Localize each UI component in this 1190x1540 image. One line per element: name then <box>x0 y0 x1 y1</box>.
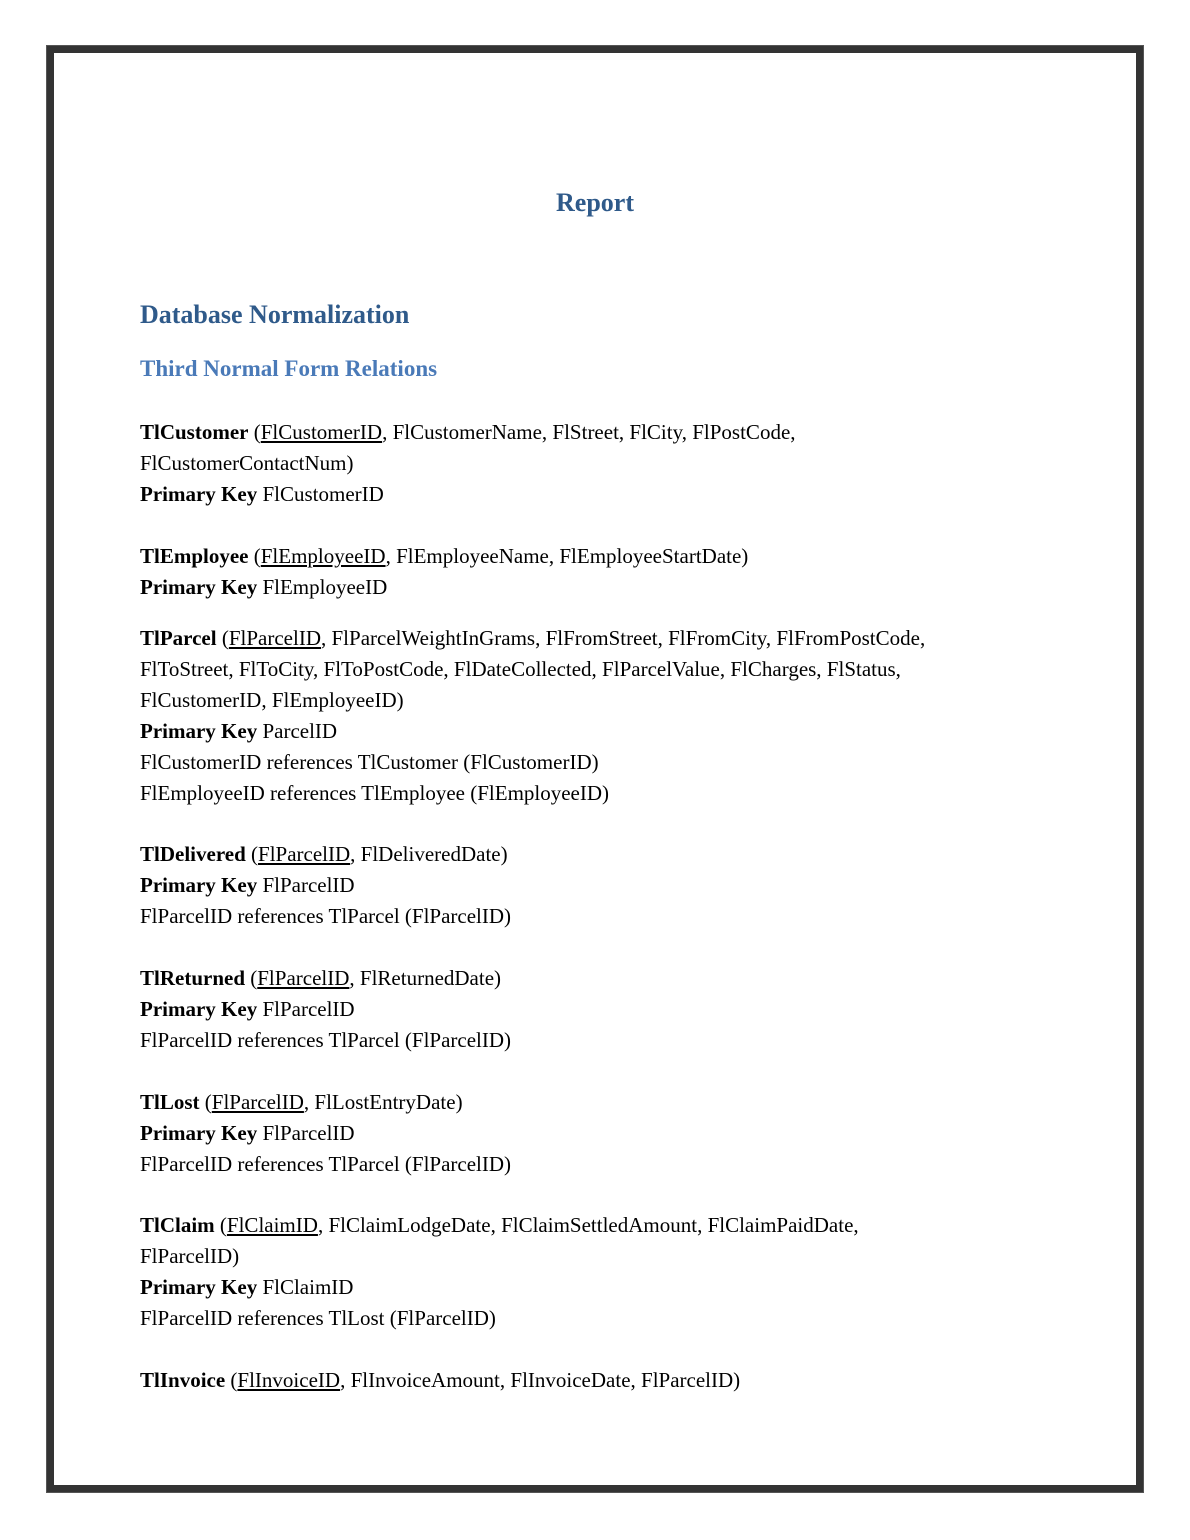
relation-name: TlEmployee <box>140 544 249 568</box>
foreign-key-reference: FlParcelID references TlLost (FlParcelID) <box>140 1306 496 1330</box>
report-title: Report <box>556 188 634 217</box>
attribute-list: , FlInvoiceAmount, FlInvoiceDate, FlParcelID) <box>340 1368 741 1392</box>
attribute-list: , FlParcelWeightInGrams, FlFromStreet, FlFromCity, FlFromPostCode, <box>321 626 926 650</box>
relation-tldelivered <box>140 839 1040 932</box>
primary-key-attribute: FlInvoiceID <box>237 1368 341 1392</box>
primary-key-attribute: FlParcelID <box>228 626 321 650</box>
relation-tlclaim <box>140 1210 1040 1334</box>
foreign-key-reference: FlEmployeeID references TlEmployee (FlEmployeeID) <box>140 781 610 805</box>
heading-database-normalization: Database Normalization <box>140 300 410 329</box>
foreign-key-reference: FlParcelID references TlParcel (FlParcelID) <box>140 1028 512 1052</box>
relation-schema-line: TlCustomer (FlCustomerID, FlCustomerName, FlStreet, FlCity, FlPostCode, <box>140 420 796 444</box>
relation-tlreturned <box>140 963 1040 1056</box>
primary-key-label: Primary Key <box>140 575 258 599</box>
primary-key-attribute: FlParcelID <box>211 1090 304 1114</box>
primary-key-attribute: FlEmployeeID <box>260 544 386 568</box>
attribute-list-continued: FlCustomerID, FlEmployeeID) <box>140 688 404 712</box>
primary-key-value: FlClaimID <box>262 1275 354 1299</box>
relation-name: TlLost <box>140 1090 200 1114</box>
relation-name: TlCustomer <box>140 420 249 444</box>
attribute-list-continued: FlParcelID) <box>140 1244 240 1268</box>
attribute-list: , FlClaimLodgeDate, FlClaimSettledAmount, FlClaimPaidDate, <box>317 1213 859 1237</box>
attribute-list: , FlLostEntryDate) <box>303 1090 463 1114</box>
relation-tlparcel <box>140 623 1040 809</box>
primary-key-value: ParcelID <box>262 719 338 743</box>
primary-key-value: FlEmployeeID <box>262 575 388 599</box>
primary-key-label: Primary Key <box>140 1121 258 1145</box>
relation-tllost <box>140 1087 1040 1180</box>
relation-schema-line: TlClaim (FlClaimID, FlClaimLodgeDate, FlClaimSettledAmount, FlClaimPaidDate, <box>140 1213 859 1237</box>
primary-key-label: Primary Key <box>140 719 258 743</box>
primary-key-attribute: FlParcelID <box>257 966 350 990</box>
relations-list <box>140 417 1040 1396</box>
attribute-list: , FlDeliveredDate) <box>350 842 508 866</box>
relation-schema-line: TlReturned (FlParcelID, FlReturnedDate) <box>140 966 502 990</box>
primary-key-line <box>140 479 1040 510</box>
relation-schema-line: TlLost (FlParcelID, FlLostEntryDate) <box>140 1090 463 1114</box>
primary-key-line <box>140 870 1040 901</box>
primary-key-attribute: FlCustomerID <box>260 420 383 444</box>
relation-name: TlInvoice <box>140 1368 226 1392</box>
relation-name: TlParcel <box>140 626 217 650</box>
primary-key-value: FlCustomerID <box>262 482 384 506</box>
attribute-list-continued: FlToStreet, FlToCity, FlToPostCode, FlDateCollected, FlParcelValue, FlCharges, FlStatus, <box>140 657 901 681</box>
relation-schema-line: TlParcel (FlParcelID, FlParcelWeightInGrams, FlFromStreet, FlFromCity, FlFromPostCode, <box>140 626 926 650</box>
primary-key-line <box>140 1118 1040 1149</box>
relation-name: TlClaim <box>140 1213 215 1237</box>
heading-third-normal-form: Third Normal Form Relations <box>140 356 438 381</box>
primary-key-attribute: FlParcelID <box>258 842 351 866</box>
primary-key-value: FlParcelID <box>262 873 355 897</box>
attribute-list: , FlCustomerName, FlStreet, FlCity, FlPostCode, <box>382 420 796 444</box>
foreign-key-reference: FlParcelID references TlParcel (FlParcelID) <box>140 1152 512 1176</box>
primary-key-line <box>140 716 1040 747</box>
primary-key-label: Primary Key <box>140 997 258 1021</box>
primary-key-label: Primary Key <box>140 873 258 897</box>
relation-name: TlReturned <box>140 966 245 990</box>
primary-key-attribute: FlClaimID <box>226 1213 318 1237</box>
attribute-list-continued: FlCustomerContactNum) <box>140 451 354 475</box>
relation-tlinvoice <box>140 1365 1040 1396</box>
primary-key-line <box>140 994 1040 1025</box>
attribute-list: , FlEmployeeName, FlEmployeeStartDate) <box>385 544 749 568</box>
relation-schema-line: TlInvoice (FlInvoiceID, FlInvoiceAmount, FlInvoiceDate, FlParcelID) <box>140 1368 741 1392</box>
primary-key-label: Primary Key <box>140 482 258 506</box>
relation-name: TlDelivered <box>140 842 246 866</box>
attribute-list: , FlReturnedDate) <box>349 966 502 990</box>
relation-tlemployee <box>140 541 1040 603</box>
primary-key-value: FlParcelID <box>262 1121 355 1145</box>
primary-key-value: FlParcelID <box>262 997 355 1021</box>
primary-key-label: Primary Key <box>140 1275 258 1299</box>
relation-schema-line: TlDelivered (FlParcelID, FlDeliveredDate) <box>140 842 508 866</box>
relation-tlcustomer <box>140 417 1040 510</box>
primary-key-line <box>140 572 1040 603</box>
primary-key-line <box>140 1272 1040 1303</box>
foreign-key-reference: FlParcelID references TlParcel (FlParcelID) <box>140 904 512 928</box>
relation-schema-line: TlEmployee (FlEmployeeID, FlEmployeeName, FlEmployeeStartDate) <box>140 544 749 568</box>
foreign-key-reference: FlCustomerID references TlCustomer (FlCustomerID) <box>140 750 599 774</box>
